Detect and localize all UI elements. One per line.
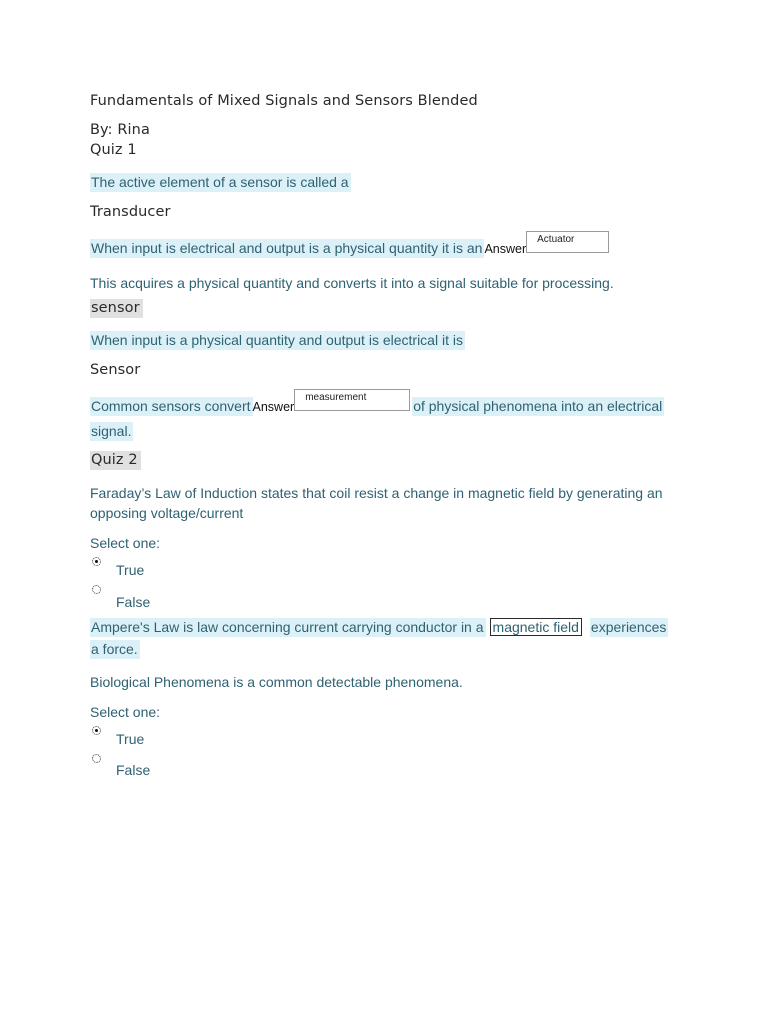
heading-text: Quiz 2 [90, 451, 141, 470]
quiz1-question-3: This acquires a physical quantity and converts it into a signal suitable for processing. [90, 275, 614, 291]
quiz1-answer-1: Transducer [90, 204, 171, 220]
quiz1-answer-3 [90, 300, 143, 316]
question-text: a force. [91, 641, 138, 657]
radio-true[interactable] [92, 557, 101, 566]
quiz1-question-5-line2 [90, 423, 133, 439]
quiz2-q1-select-label: Select one: [90, 535, 161, 551]
answer-box[interactable]: magnetic field [490, 618, 582, 636]
answer-input[interactable]: measurement [294, 389, 410, 411]
question-text-before: Common sensors convert [91, 398, 251, 414]
quiz1-heading: Quiz 1 [90, 142, 137, 158]
quiz2-question-3: Biological Phenomena is a common detectable phenomena. [90, 674, 463, 690]
radio-false[interactable] [92, 754, 101, 763]
question-text: The active element of a sensor is called a [91, 174, 349, 190]
radio-selected-dot [95, 560, 98, 563]
quiz1-question-1 [90, 174, 351, 190]
quiz1-question-4 [90, 332, 465, 348]
answer-label: Answer [484, 242, 527, 256]
option-true-label: True [116, 731, 145, 747]
question-text-after: experiences [590, 619, 667, 635]
question-text-before: Ampere's Law is law concerning current carrying conductor in a [91, 619, 484, 635]
option-false-label: False [116, 762, 151, 778]
quiz2-question-1-line2: opposing voltage/current [90, 505, 244, 521]
quiz1-question-2 [90, 234, 609, 256]
quiz2-question-2-line2 [90, 641, 140, 657]
answer-input[interactable]: Actuator [526, 231, 609, 253]
question-text: signal. [91, 423, 132, 439]
document-title: Fundamentals of Mixed Signals and Sensors Blended [90, 93, 478, 109]
quiz1-answer-4: Sensor [90, 362, 141, 378]
radio-selected-dot [95, 729, 98, 732]
radio-true[interactable] [92, 726, 101, 735]
quiz2-q3-select-label: Select one: [90, 704, 161, 720]
question-text: When input is a physical quantity and output is electrical it is [91, 332, 463, 348]
answer-label: Answer [252, 400, 295, 414]
option-true-label: True [116, 562, 145, 578]
option-false-label: False [116, 594, 151, 610]
quiz1-question-5 [90, 392, 664, 414]
quiz2-question-2 [90, 619, 668, 635]
answer-text: sensor [90, 299, 143, 318]
quiz2-heading [90, 452, 141, 468]
author-line: By: Rina [90, 122, 150, 138]
radio-false[interactable] [92, 585, 101, 594]
quiz2-question-1-line1: Faraday’s Law of Induction states that coil resist a change in magnetic field by generating an [90, 485, 663, 501]
question-text-after: of physical phenomena into an electrical [413, 398, 663, 414]
question-text: When input is electrical and output is a physical quantity it is an [91, 240, 483, 256]
